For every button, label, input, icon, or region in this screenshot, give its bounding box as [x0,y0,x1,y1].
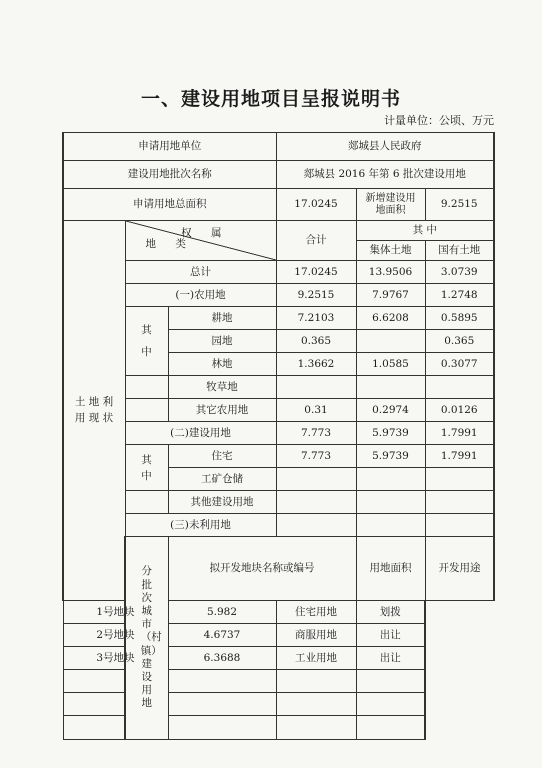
row-total [276,491,356,514]
row-state: 0.5895 [425,307,494,330]
empty-cell [356,669,425,692]
of-which-header: 其 中 [356,221,494,241]
plot-supply: 出让 [356,646,425,669]
row-state: 0.0126 [425,399,494,422]
row-collective [356,376,425,399]
plot-use: 住宅用地 [276,600,356,623]
collective-header: 集体土地 [356,241,425,261]
empty-cell [276,692,356,715]
row-label: 牧草地 [168,376,276,399]
land-status-section-text: 土 地 利 用 现 状 [74,396,114,425]
empty-cell [63,692,168,715]
row-label: 总计 [125,261,276,284]
table-row [63,623,494,646]
applicant-label: 申请用地单位 [63,133,276,161]
empty-cell [276,669,356,692]
of-which-agri-label [125,307,168,376]
batch-row [63,161,494,189]
total-area-value: 17.0245 [276,189,356,221]
row-state: 1.7991 [425,422,494,445]
empty-cell [168,715,276,739]
row-total: 17.0245 [276,261,356,284]
row-label: 住宅 [168,445,276,468]
row-state [425,514,494,537]
row-total: 0.31 [276,399,356,422]
plots-use-header: 开发用途 [425,537,494,601]
empty-cell [168,669,276,692]
row-total [276,514,356,537]
ownership-header: 权 属 [181,227,230,239]
row-state [425,491,494,514]
row-label: 园地 [168,330,276,353]
plot-name: 2号地块 [63,623,168,646]
row-collective: 6.6208 [356,307,425,330]
empty-cell [356,692,425,715]
total-header: 合计 [276,221,356,261]
plot-use: 工业用地 [276,646,356,669]
row-total: 1.3662 [276,353,356,376]
plot-supply: 出让 [356,623,425,646]
row-state: 1.2748 [425,284,494,307]
row-collective: 5.9739 [356,422,425,445]
plots-header-row [63,537,494,601]
row-collective [356,514,425,537]
row-state: 3.0739 [425,261,494,284]
plot-name: 3号地块 [63,646,168,669]
empty-cell [276,715,356,739]
row-total: 7.773 [276,422,356,445]
row-total [276,468,356,491]
row-state: 1.7991 [425,445,494,468]
empty-cell [356,715,425,739]
land-use-form-table [62,132,495,740]
table-row [63,445,494,468]
row-collective: 1.0585 [356,353,425,376]
row-label: 耕地 [168,307,276,330]
row-collective: 7.9767 [356,284,425,307]
row-total: 7.773 [276,445,356,468]
row-label: (三)未利用地 [125,514,276,537]
batch-label: 建设用地批次名称 [63,161,276,189]
empty-cell [63,715,168,739]
row-collective: 5.9739 [356,445,425,468]
unit-note: 计量单位：公顷、万元 [384,114,494,127]
row-collective: 13.9506 [356,261,425,284]
row-collective: 0.2974 [356,399,425,422]
row-state: 0.365 [425,330,494,353]
of-which-build-text: 其 中 [141,453,152,482]
row-total [276,376,356,399]
plot-name: 1号地块 [63,600,168,623]
row-label: 林地 [168,353,276,376]
total-area-row [63,189,494,221]
row-label: 其他建设用地 [168,491,276,514]
plot-area: 5.982 [168,600,276,623]
of-which-agri-text: 其 中 [141,324,152,358]
page-title: 一、建设用地项目呈报说明书 [140,88,401,110]
of-which-build-label [125,445,168,491]
category-header: 地 类 [145,238,194,251]
table-row [63,399,494,422]
plot-supply: 划拨 [356,600,425,623]
row-total: 7.2103 [276,307,356,330]
ownership-category-header [125,221,276,261]
batch-value: 郯城县 2016 年第 6 批次建设用地 [276,161,494,189]
row-label: 工矿仓储 [168,468,276,491]
total-area-label: 申请用地总面积 [63,189,276,221]
table-row [63,646,494,669]
row-spacer [125,399,168,422]
empty-cell [168,692,276,715]
table-row-empty [63,692,494,715]
table-row [63,284,494,307]
table-row [63,514,494,537]
row-collective [356,468,425,491]
new-area-label: 新增建设用地面积 [356,189,425,221]
row-spacer [125,376,168,399]
plot-area: 6.3688 [168,646,276,669]
row-total: 0.365 [276,330,356,353]
plots-section-text: 分批次城市（村镇）建设用地 [140,565,162,710]
table-row-empty [63,715,494,739]
table-row [63,600,494,623]
table-row [63,261,494,284]
row-collective [356,330,425,353]
state-header: 国有土地 [425,241,494,261]
row-label: 其它农用地 [168,399,276,422]
table-row [63,376,494,399]
row-state [425,376,494,399]
applicant-value: 郯城县人民政府 [276,133,494,161]
row-state [425,468,494,491]
row-label: (一)农用地 [125,284,276,307]
table-row [63,307,494,330]
table-row [63,491,494,514]
table-row-empty [63,669,494,692]
plot-use: 商服用地 [276,623,356,646]
table-row [63,422,494,445]
plot-area: 4.6737 [168,623,276,646]
land-status-section-label [63,221,125,601]
land-status-header-row-1 [63,221,494,241]
new-area-value: 9.2515 [425,189,494,221]
row-spacer [125,491,168,514]
row-state: 0.3077 [425,353,494,376]
plots-area-header: 用地面积 [356,537,425,601]
row-collective [356,491,425,514]
empty-cell [63,669,168,692]
plots-name-header: 拟开发地块名称或编号 [168,537,356,601]
row-total: 9.2515 [276,284,356,307]
row-label: (二)建设用地 [125,422,276,445]
applicant-row [63,133,494,161]
